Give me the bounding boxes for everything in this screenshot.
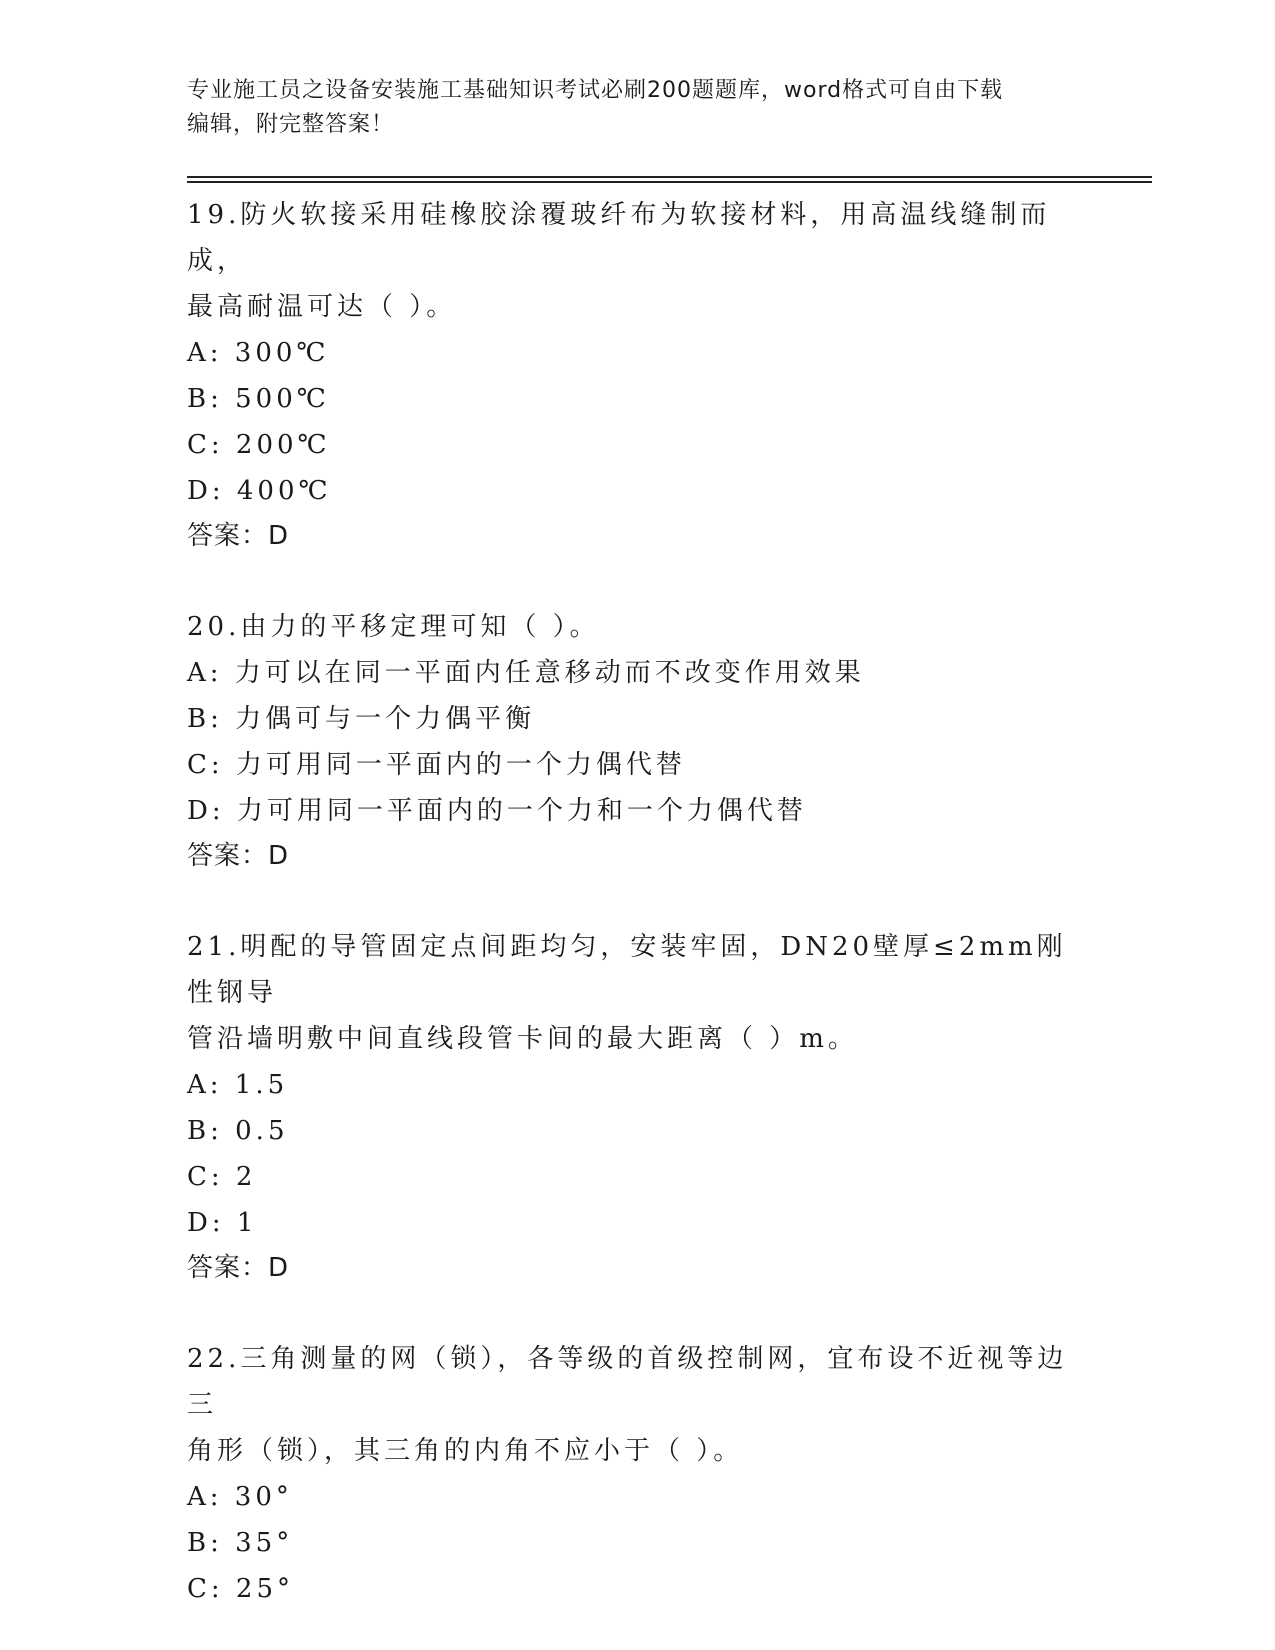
option-d: D: 力可用同一平面内的一个力和一个力偶代替 [187,796,807,826]
document-header [187,74,1087,142]
option-a: A: 30° [187,1482,293,1512]
answer-line: 答案：D [187,841,290,871]
question-spacer [187,1290,1087,1336]
option-c: C: 25° [187,1574,295,1604]
option-a: A: 力可以在同一平面内任意移动而不改变作用效果 [187,658,865,688]
question-stem: 22.三角测量的网（锁），各等级的首级控制网，宜布设不近视等边三 [187,1344,1068,1420]
option-b: B: 35° [187,1528,294,1558]
question-stem: 21.明配的导管固定点间距均匀，安装牢固，DN20壁厚≤2mm刚性钢导 [187,932,1067,1008]
header-title-line-1: 专业施工员之设备安装施工基础知识考试必刷200题题库，word格式可自由下载 [187,78,1004,103]
question-spacer [187,558,1087,604]
question-spacer [187,878,1087,924]
question-19 [187,192,1087,604]
header-divider-bottom [187,181,1152,183]
question-list [187,192,1087,1612]
option-b: B: 力偶可与一个力偶平衡 [187,704,536,734]
option-d: D: 400℃ [187,476,332,506]
option-b: B: 500℃ [187,384,330,414]
option-c: C: 200℃ [187,430,331,460]
question-stem-continued: 管沿墙明敷中间直线段管卡间的最大距离（ ）m。 [187,1024,858,1054]
question-stem: 20.由力的平移定理可知（ ）。 [187,612,600,642]
option-c: C: 力可用同一平面内的一个力偶代替 [187,750,686,780]
answer-line: 答案：D [187,521,290,551]
header-title-line-2: 编辑，附完整答案！ [187,112,395,137]
question-21 [187,924,1087,1336]
question-22 [187,1336,1087,1612]
option-b: B: 0.5 [187,1116,289,1146]
answer-line: 答案：D [187,1253,290,1283]
question-stem-continued: 最高耐温可达（ ）。 [187,292,457,322]
option-d: D: 1 [187,1208,258,1238]
option-a: A: 300℃ [187,338,330,368]
question-stem-continued: 角形（锁），其三角的内角不应小于（ ）。 [187,1436,744,1466]
header-divider-top [187,176,1152,178]
option-a: A: 1.5 [187,1070,289,1100]
question-20 [187,604,1087,924]
question-stem: 19.防火软接采用硅橡胶涂覆玻纤布为软接材料，用高温线缝制而成， [187,200,1051,276]
option-c: C: 2 [187,1162,257,1192]
